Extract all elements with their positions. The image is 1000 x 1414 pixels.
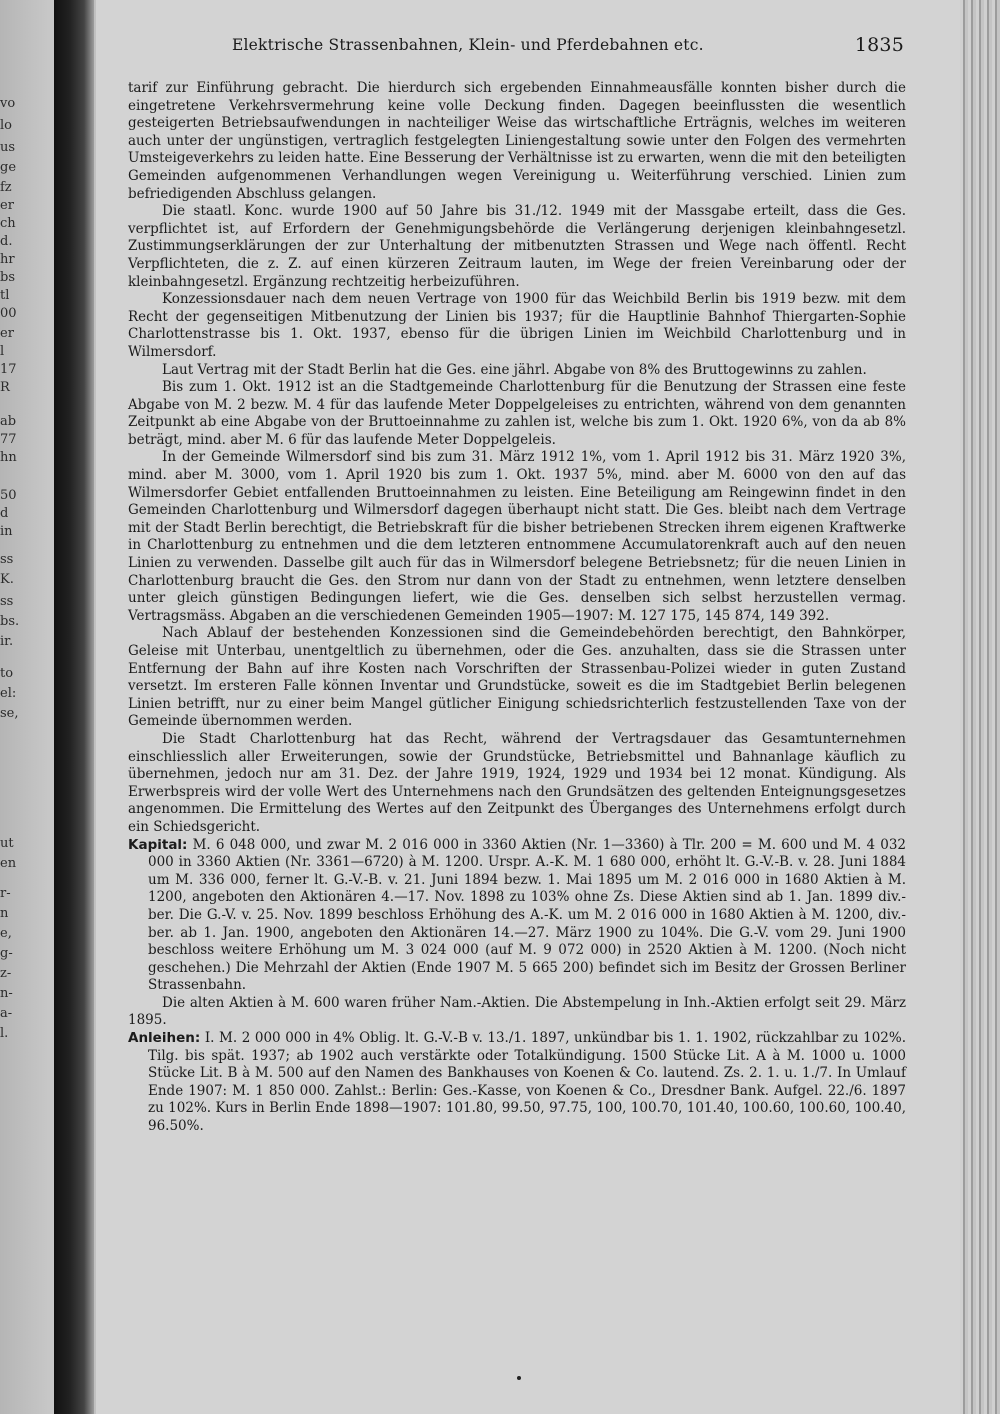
margin-fragment: tl	[0, 288, 10, 303]
paragraph-text: Laut Vertrag mit der Stadt Berlin hat die Ges. eine jährl. Abgabe von 8% des Bruttogewinns zu zahlen.	[162, 361, 867, 378]
margin-fragment: d	[0, 506, 9, 521]
margin-fragment: ch	[0, 216, 16, 231]
previous-page-strip	[0, 0, 54, 1414]
margin-fragment: lo	[0, 118, 12, 133]
paragraph-p7	[128, 625, 906, 731]
section-label: Anleihen:	[128, 1030, 201, 1047]
paragraph-p2	[128, 203, 906, 291]
margin-fragment: hr	[0, 252, 15, 267]
margin-fragment: en	[0, 856, 17, 871]
margin-fragment: 77	[0, 432, 17, 447]
page-edge-stack	[960, 0, 1000, 1414]
margin-fragment: ss	[0, 594, 14, 609]
header-title: Elektrische Strassenbahnen, Klein- und Pferdebahnen etc.	[232, 36, 704, 54]
margin-fragment: n-	[0, 986, 13, 1001]
paragraph-text: Die alten Aktien à M. 600 waren früher Nam.-Aktien. Die Abstempelung in Inh.-Aktien erfolgt seit 29. März 1895.	[128, 994, 906, 1029]
margin-fragment: to	[0, 666, 14, 681]
paragraph-p4	[128, 362, 906, 380]
margin-fragment: a-	[0, 1006, 13, 1021]
margin-fragment: 00	[0, 306, 17, 321]
margin-fragment: z-	[0, 966, 12, 981]
paragraph-p3	[128, 291, 906, 361]
paragraph-text: Die Stadt Charlottenburg hat das Recht, während der Vertragsdauer das Gesamtunternehmen einschliesslich aller Erweiterungen, sowie der Grundstücke, Betriebsmittel und Bahnanlage käuflich zu übernehmen, jedoch nur am 31. Dez. der Jahre 1919, 1924, 1929 und 1934 bei 12 monat. Kündigung. Als Erwerbspreis wird der volle Wert des Unternehmens nach den Grundsätzen des geltenden Enteignungsgesetzes angenommen. Die Ermittelung des Wertes auf den Zeitpunkt des Überganges des Unternehmens erfolgt durch ein Schiedsgericht.	[128, 730, 906, 835]
paragraph-text: In der Gemeinde Wilmersdorf sind bis zum 31. März 1912 1%, vom 1. April 1912 bis 31. März 1920 3%, mind. aber M. 3000, vom 1. April 1920 bis zum 1. Okt. 1937 5%, mind. aber M. 6000 von den auf das Wilmersdorfer Gebiet entfallenden Bruttoeinnahmen zu leisten. Eine Beteiligung am Reingewinn findet in den Gemeinden Charlottenburg und Wilmersdorf dagegen überhaupt nicht statt. Die Ges. bleibt nach dem Vertrage mit der Stadt Berlin berechtigt, die Betriebskraft für die bisher betriebenen Strecken ihrem eigenen Kraftwerke in Charlottenburg zu entnehmen und die dem letzteren entnommene Accumulatorenkraft auch auf den neuen Linien zu verwenden. Dasselbe gilt auch für das in Wilmersdorf belegene Betriebsnetz; für die neuen Linien in Charlottenburg braucht die Ges. den Strom nur dann von der Stadt zu entnehmen, wenn letztere denselben unter gleich günstigen Bedingungen liefert, wie die Ges. denselben sich selbst herzustellen vermag. Vertragsmäss. Abgaben an die verschiedenen Gemeinden 1905—1907: M. 127 175, 145 874, 149 392.	[128, 449, 906, 624]
margin-fragment: bs.	[0, 614, 20, 629]
margin-fragment: in	[0, 524, 13, 539]
margin-fragment: l	[0, 344, 5, 359]
margin-fragment: R	[0, 380, 10, 395]
paragraph-p8	[128, 731, 906, 837]
margin-fragment: vo	[0, 96, 16, 111]
margin-fragment: er	[0, 198, 14, 213]
margin-fragment: ab	[0, 414, 17, 429]
paragraph-text: tarif zur Einführung gebracht. Die hierdurch sich ergebenden Einnahmeausfälle konnten bisher durch die eingetretene Verkehrsvermehrung keine volle Deckung finden. Dagegen beeinflussten die wesentlich gesteigerten Betriebsaufwendungen in nachteiliger Weise das wirtschaftliche Erträgnis, welches im weiteren auch unter der ungünstigen, vertraglich festgelegten Liniengestaltung sowie unter den Folgen des vermehrten Umsteigeverkehrs zu leiden hatte. Eine Besserung der Verhältnisse ist zu erwarten, wenn die mit den beteiligten Gemeinden aufgenommenen Verhandlungen wegen Vereinigung u. Weiterführung verschied. Linien zum befriedigenden Abschluss gelangen.	[128, 80, 906, 202]
paragraph-p5	[128, 379, 906, 449]
running-header	[136, 36, 906, 60]
margin-fragment: g-	[0, 946, 13, 961]
margin-fragment: hn	[0, 450, 17, 465]
paragraph-p10	[128, 995, 906, 1030]
paragraph-text: Bis zum 1. Okt. 1912 ist an die Stadtgemeinde Charlottenburg für die Benutzung der Strassen eine feste Abgabe von M. 2 bezw. M. 4 für das laufende Meter Doppelgeleises zu entrichten, während von dem genannten Zeitpunkt ab eine Abgabe von der Bruttoeinnahme zu zahlen ist, welche bis zum 1. Okt. 1920 6%, von da ab 8% beträgt, mind. aber M. 6 für das laufende Meter Doppelgeleis.	[128, 379, 906, 448]
paragraph-p9	[128, 837, 906, 995]
paragraph-p6	[128, 449, 906, 625]
paragraph-p11	[128, 1030, 906, 1136]
margin-fragment: l.	[0, 1026, 9, 1041]
margin-fragment: se,	[0, 706, 19, 721]
margin-fragment: K.	[0, 572, 14, 587]
margin-fragment: 17	[0, 362, 17, 377]
margin-fragment: el:	[0, 686, 17, 701]
margin-fragment: d.	[0, 234, 13, 249]
paragraph-p1	[128, 80, 906, 203]
paragraph-text: Die staatl. Konc. wurde 1900 auf 50 Jahre bis 31./12. 1949 mit der Massgabe erteilt, dass die Ges. verpflichtet ist, auf Erfordern der Genehmigungsbehörde die Verlängerung derjenigen kleinbahngesetzl. Zustimmungserklärungen der zur Unterhaltung der mitbenutzten Strassen und Wege nach öffentl. Recht Verpflichteten, die z. Z. auf einen kürzeren Zeitraum lauten, im Wege der freien Vereinbarung oder der kleinbahngesetzl. Ergänzung rechtzeitig herbeizuführen.	[128, 203, 906, 290]
article-body	[128, 80, 906, 1136]
margin-fragment: ss	[0, 552, 14, 567]
section-label: Kapital:	[128, 836, 188, 853]
book-gutter	[54, 0, 94, 1414]
page-number: 1835	[854, 34, 904, 56]
margin-fragment: bs	[0, 270, 15, 285]
margin-fragment: us	[0, 140, 16, 155]
margin-fragment: ut	[0, 836, 14, 851]
paragraph-text: M. 6 048 000, und zwar M. 2 016 000 in 3360 Aktien (Nr. 1—3360) à Tlr. 200 = M. 600 und M. 4 032 000 in 3360 Aktien (Nr. 3361—6720) à M. 1200. Urspr. A.-K. M. 1 680 000, erhöht lt. G.-V.-B. v. 28. Juni 1884 um M. 336 000, ferner lt. G.-V.-B. v. 21. Juni 1894 bezw. 1. Mai 1895 um M. 2 016 000 in 1680 Aktien à M. 1200, angeboten den Aktionären 4.—17. Nov. 1898 zu 103% ohne Zs. Diese Aktien sind ab 1. Jan. 1899 div.-ber. Die G.-V. v. 25. Nov. 1899 beschloss Erhöhung des A.-K. um M. 2 016 000 in 1680 Aktien à M. 1200, div.-ber. ab 1. Jan. 1900, angeboten den Aktionären 14.—27. März 1900 zu 104%. Die G.-V. vom 29. Juni 1900 beschloss weitere Erhöhung um M. 3 024 000 (auf M. 9 072 000) in 2520 Aktien à M. 1200. (Noch nicht geschehen.) Die Mehrzahl der Aktien (Ende 1907 M. 5 665 200) befindet sich im Besitz der Grossen Berliner Strassenbahn.	[148, 836, 906, 994]
paragraph-text: I. M. 2 000 000 in 4% Oblig. lt. G.-V.-B v. 13./1. 1897, unkündbar bis 1. 1. 1902, rückzahlbar zu 102%. Tilg. bis spät. 1937; ab 1902 auch verstärkte oder Totalkündigung. 1500 Stücke Lit. A à M. 1000 u. 1000 Stücke Lit. B à M. 500 auf den Namen des Bankhauses von Koenen & Co. lautend. Zs. 2. 1. u. 1./7. In Umlauf Ende 1907: M. 1 850 000. Zahlst.: Berlin: Ges.-Kasse, von Koenen & Co., Dresdner Bank. Aufgel. 22./6. 1897 zu 102%. Kurs in Berlin Ende 1898—1907: 101.80, 99.50, 97.75, 100, 100.70, 101.40, 100.60, 100.60, 100.40, 96.50%.	[148, 1030, 906, 1135]
paragraph-text: Nach Ablauf der bestehenden Konzessionen sind die Gemeindebehörden berechtigt, den Bahnkörper, Geleise mit Unterbau, unentgeltlich zu übernehmen, oder die Ges. anzuhalten, dass sie die Strassen unter Entfernung der Bahn auf ihre Kosten nach Vorschriften der Strassenbau-Polizei wieder in guten Zustand versetzt. Im ersteren Falle können Inventar und Grundstücke, soweit es die im Stadtgebiet Berlin belegenen Linien betrifft, nur zu einer beim Mangel gütlicher Einigung schiedsrichterlich festzustellenden Taxe von der Gemeinde übernommen werden.	[128, 625, 906, 730]
paragraph-text: Konzessionsdauer nach dem neuen Vertrage von 1900 für das Weichbild Berlin bis 1919 bezw. mit dem Recht der gegenseitigen Mitbenutzung der Linien bis 1937; für die Hauptlinie Bahnhof Thiergarten-Sophie Charlottenstrasse bis 1. Okt. 1937, ebenso für die übrigen Linien im Weichbild Charlottenburg und in Wilmersdorf.	[128, 291, 906, 360]
margin-fragment: ir.	[0, 634, 14, 649]
margin-fragment: r-	[0, 886, 11, 901]
margin-fragment: fz	[0, 180, 12, 195]
margin-fragment: er	[0, 326, 14, 341]
margin-fragment: n	[0, 906, 9, 921]
margin-fragment: 50	[0, 488, 17, 503]
ink-speck	[517, 1376, 521, 1380]
margin-fragment: e,	[0, 926, 12, 941]
margin-fragment: ge	[0, 160, 17, 175]
